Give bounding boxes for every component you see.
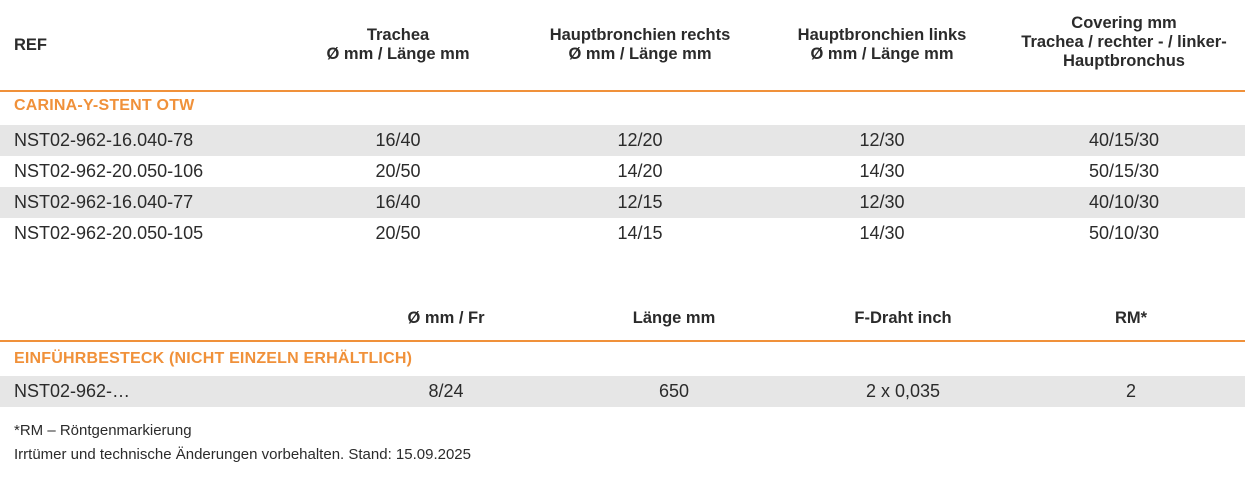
cell-covering: 50/15/30 [1088, 161, 1160, 181]
cell-rechts: 14/15 [617, 223, 663, 243]
cell-rechts: 14/20 [617, 161, 663, 181]
table-row [0, 376, 1245, 407]
header-covering: Covering mm Trachea / rechter - / linker- Hauptbronchus [1021, 14, 1227, 70]
cell-ref: NST02-962-… [14, 381, 131, 401]
section-carina-y-stent: CARINA-Y-STENT OTW [14, 97, 195, 114]
table1-header [0, 0, 1245, 92]
cell-trachea: 16/40 [375, 192, 421, 212]
table2-header [0, 296, 1245, 342]
cell-ref: NST02-962-20.050-106 [14, 161, 204, 181]
header-f-draht: F-Draht inch [854, 309, 952, 327]
cell-ref: NST02-962-20.050-105 [14, 223, 204, 243]
cell-ref: NST02-962-16.040-78 [14, 130, 194, 150]
footnote-rm: *RM – Röntgenmarkierung [14, 422, 192, 439]
cell-f-draht: 2 x 0,035 [865, 381, 941, 401]
cell-links: 14/30 [859, 223, 905, 243]
cell-covering: 40/15/30 [1088, 130, 1160, 150]
table-row [0, 156, 1245, 187]
table-row [0, 187, 1245, 218]
header-hauptbronchien-rechts: Hauptbronchien rechts Ø mm / Länge mm [549, 26, 731, 63]
cell-laenge: 650 [658, 381, 690, 401]
cell-rechts: 12/20 [617, 130, 663, 150]
table-row [0, 125, 1245, 156]
cell-trachea: 20/50 [375, 223, 421, 243]
cell-ref: NST02-962-16.040-77 [14, 192, 194, 212]
header-ref: REF [14, 36, 47, 54]
cell-links: 12/30 [859, 192, 905, 212]
table-row [0, 218, 1245, 249]
cell-diameter-fr: 8/24 [428, 381, 464, 401]
header-diameter-fr: Ø mm / Fr [407, 309, 485, 327]
footnote-disclaimer: Irrtümer und technische Änderungen vorbehalten. Stand: 15.09.2025 [14, 446, 471, 463]
cell-links: 14/30 [859, 161, 905, 181]
cell-rechts: 12/15 [617, 192, 663, 212]
cell-covering: 40/10/30 [1088, 192, 1160, 212]
header-trachea: Trachea Ø mm / Länge mm [326, 26, 470, 63]
section-einfuehrbesteck: EINFÜHRBESTECK (NICHT EINZELN ERHÄLTLICH) [14, 350, 413, 367]
header-hauptbronchien-links: Hauptbronchien links Ø mm / Länge mm [797, 26, 967, 63]
cell-trachea: 16/40 [375, 130, 421, 150]
header-laenge: Länge mm [632, 309, 716, 327]
cell-links: 12/30 [859, 130, 905, 150]
cell-rm: 2 [1125, 381, 1137, 401]
cell-trachea: 20/50 [375, 161, 421, 181]
header-rm: RM* [1114, 309, 1148, 327]
cell-covering: 50/10/30 [1088, 223, 1160, 243]
